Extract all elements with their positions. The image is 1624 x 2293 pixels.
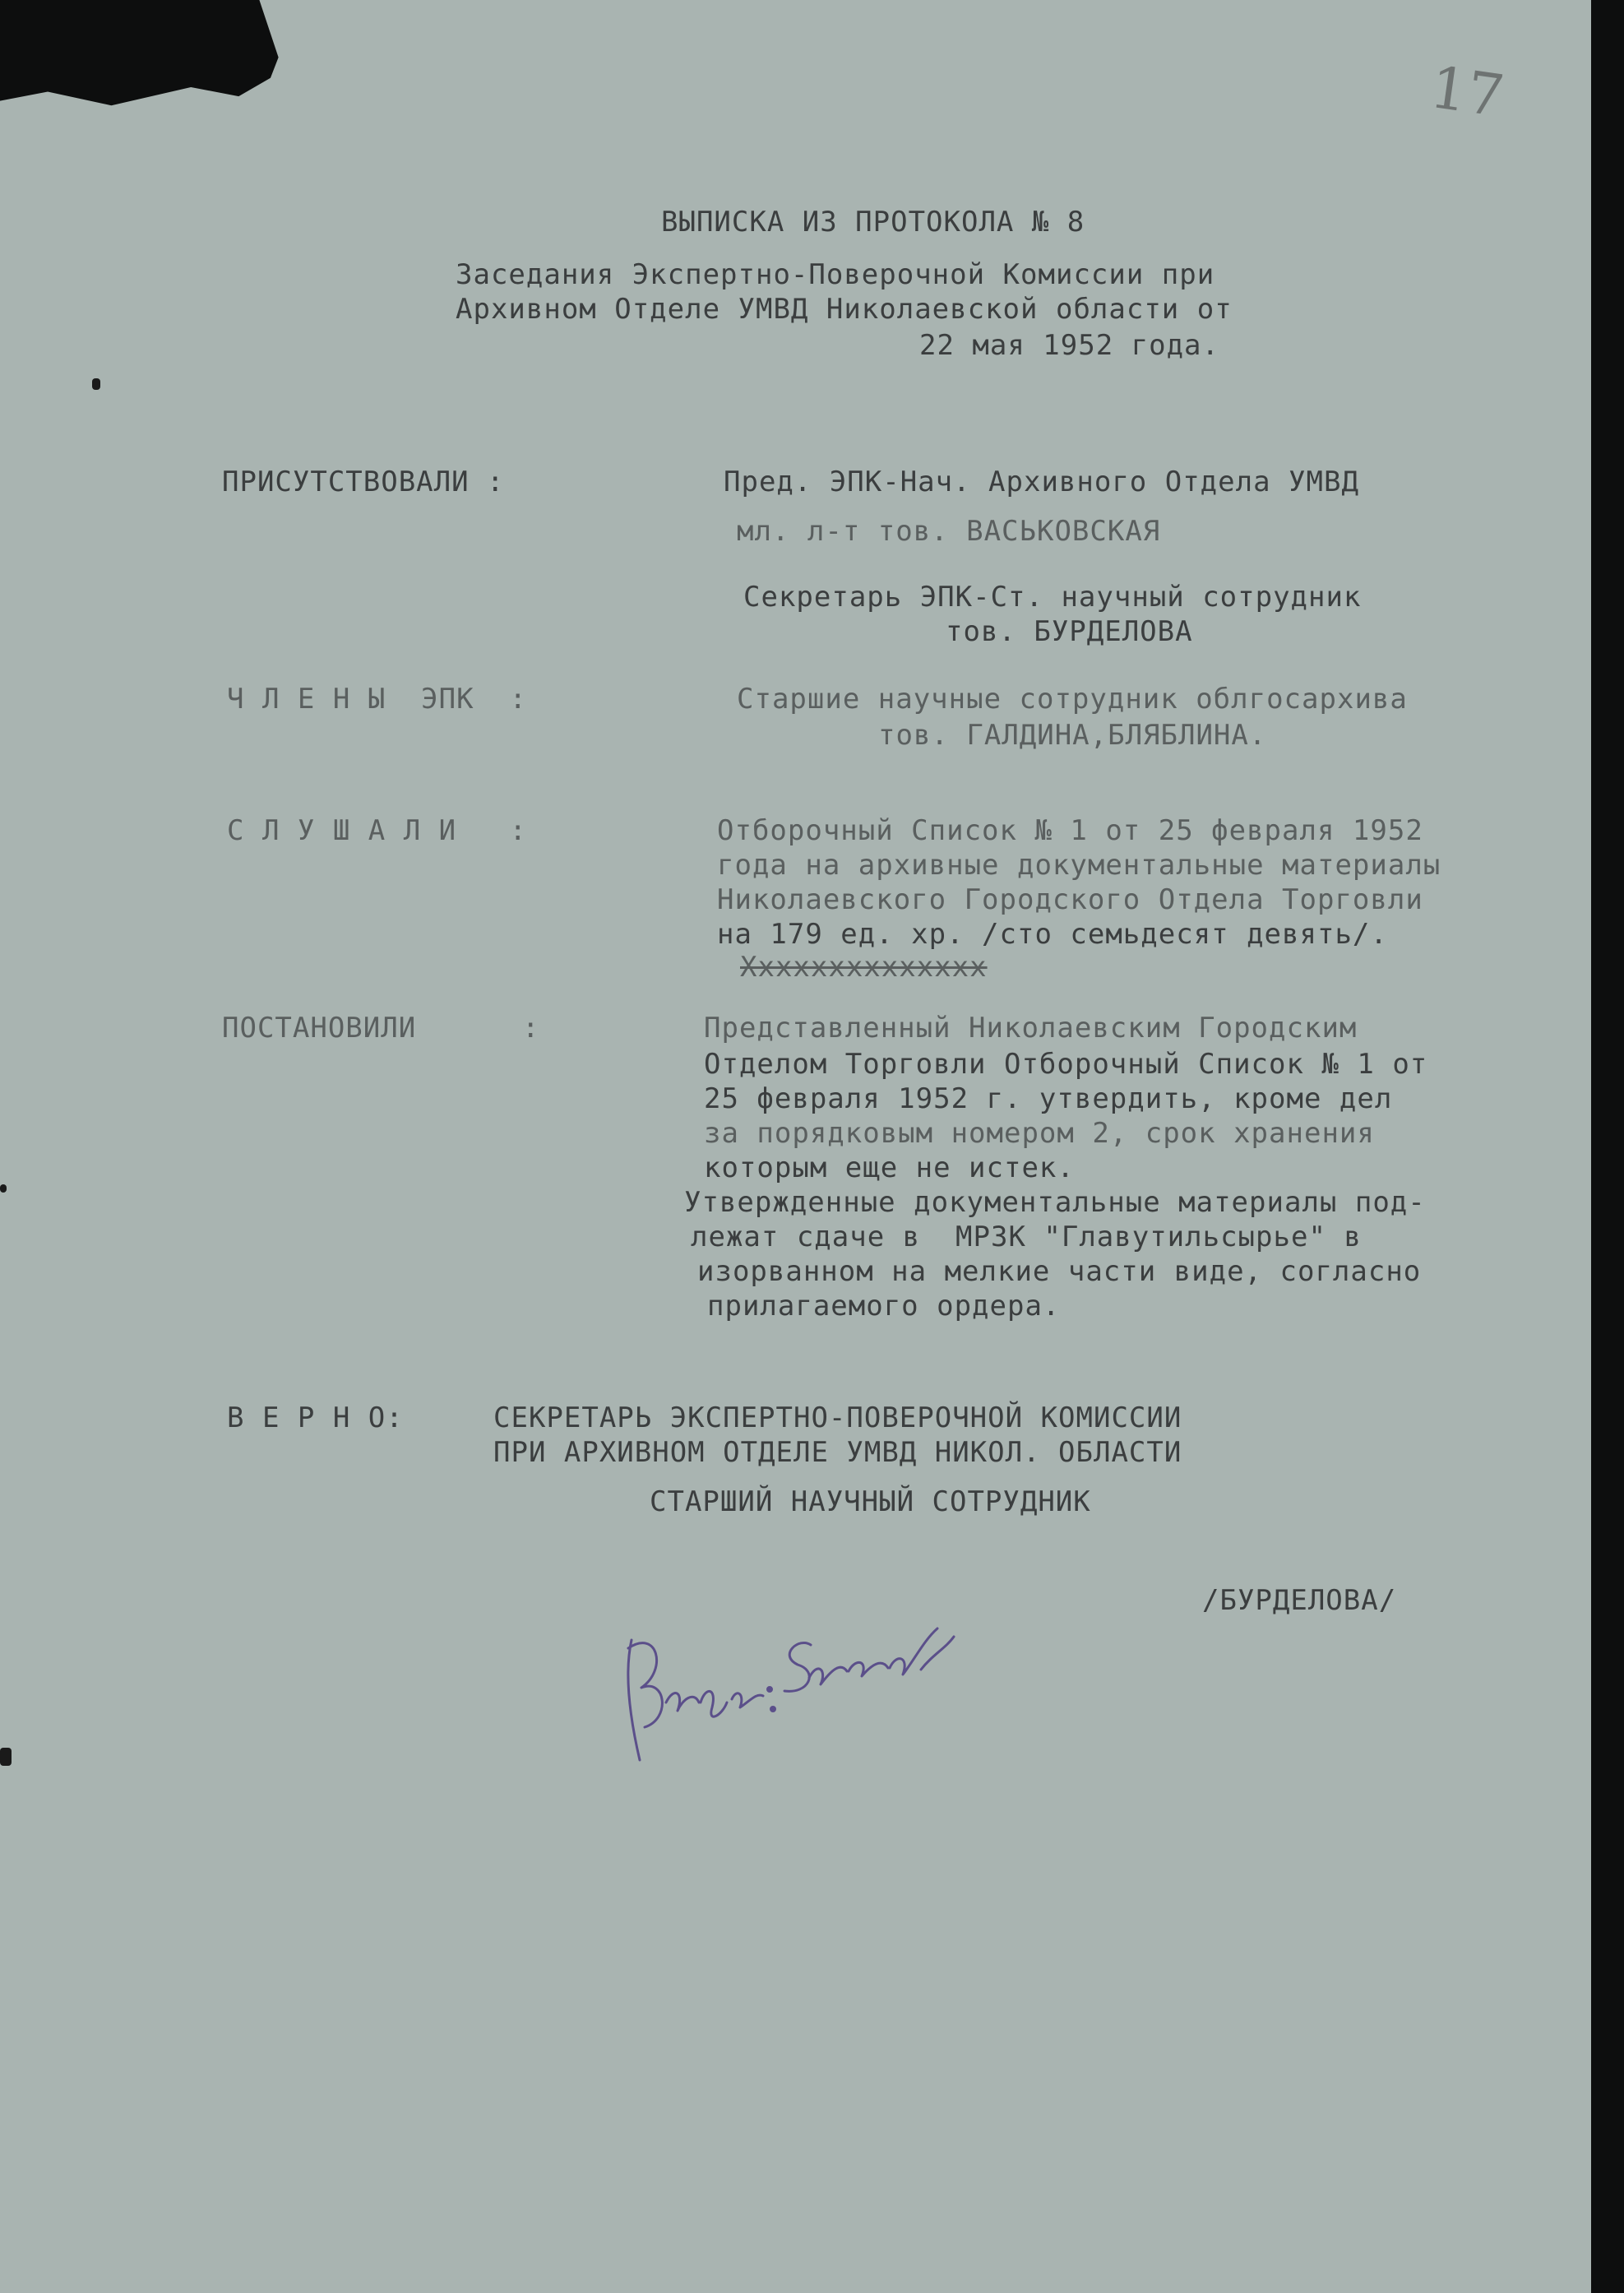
header-line: Заседания Экспертно-Поверочной Комиссии при (456, 258, 1215, 291)
heard-struck-line: Хххххххххххххх (740, 951, 988, 984)
header-line: Архивном Отделе УМВД Николаевской области от (456, 293, 1233, 326)
document-title: ВЫПИСКА ИЗ ПРОТОКОЛА № 8 (661, 206, 1085, 239)
certified-line: ПРИ АРХИВНОМ ОТДЕЛЕ УМВД НИКОЛ. ОБЛАСТИ (493, 1436, 1182, 1469)
signatory-name: /БУРДЕЛОВА/ (1202, 1584, 1397, 1617)
resolved-label: ПОСТАНОВИЛИ : (222, 1012, 540, 1045)
archive-page-number: 17 (1426, 53, 1509, 131)
members-line: Старшие научные сотрудник облгосархива (737, 683, 1408, 716)
present-line: Секретарь ЭПК-Ст. научный сотрудник (743, 581, 1362, 614)
resolved-line: изорванном на мелкие части виде, согласно (697, 1255, 1422, 1288)
certified-line: СЕКРЕТАРЬ ЭКСПЕРТНО-ПОВЕРОЧНОЙ КОМИССИИ (493, 1401, 1182, 1434)
members-line: тов. ГАЛДИНА,БЛЯБЛИНА. (878, 719, 1267, 752)
resolved-line: прилагаемого ордера. (707, 1290, 1061, 1323)
resolved-line: Отделом Торговли Отборочный Список № 1 от (704, 1048, 1428, 1081)
present-line: Пред. ЭПК-Нач. Архивного Отдела УМВД (724, 466, 1359, 498)
resolved-line: 25 февраля 1952 г. утвердить, кроме дел (704, 1082, 1393, 1115)
resolved-line: Представленный Николаевским Городским (704, 1012, 1358, 1045)
certified-label: В Е Р Н О: (227, 1401, 404, 1434)
meeting-date: 22 мая 1952 года. (919, 329, 1219, 362)
certified-line: СТАРШИЙ НАУЧНЫЙ СОТРУДНИК (650, 1485, 1091, 1518)
resolved-line: за порядковым номером 2, срок хранения (704, 1117, 1375, 1150)
present-label: ПРИСУТСТВОВАЛИ : (222, 466, 505, 498)
heard-line: Отборочный Список № 1 от 25 февраля 1952 (717, 814, 1423, 847)
members-label: Ч Л Е Н Ы ЭПК : (227, 683, 527, 716)
resolved-line: Утвержденные документальные материалы под- (684, 1186, 1426, 1219)
heard-line: года на архивные документальные материалы (717, 849, 1441, 882)
resolved-line: которым еще не истек. (704, 1151, 1075, 1184)
present-line: мл. л-т тов. ВАСЬКОВСКАЯ (737, 515, 1161, 548)
heard-line: Николаевского Городского Отдела Торговли (717, 883, 1423, 916)
heard-line: на 179 ед. хр. /сто семьдесят девять/. (717, 918, 1388, 951)
binder-mark (0, 1184, 7, 1193)
present-line: тов. БУРДЕЛОВА (946, 615, 1193, 648)
binder-mark (0, 1748, 12, 1766)
handwritten-signature (608, 1579, 1003, 1793)
heard-label: С Л У Ш А Л И : (227, 814, 527, 847)
binder-mark (92, 378, 100, 390)
resolved-line: лежат сдаче в МРЗК "Главутильсырье" в (691, 1221, 1362, 1253)
